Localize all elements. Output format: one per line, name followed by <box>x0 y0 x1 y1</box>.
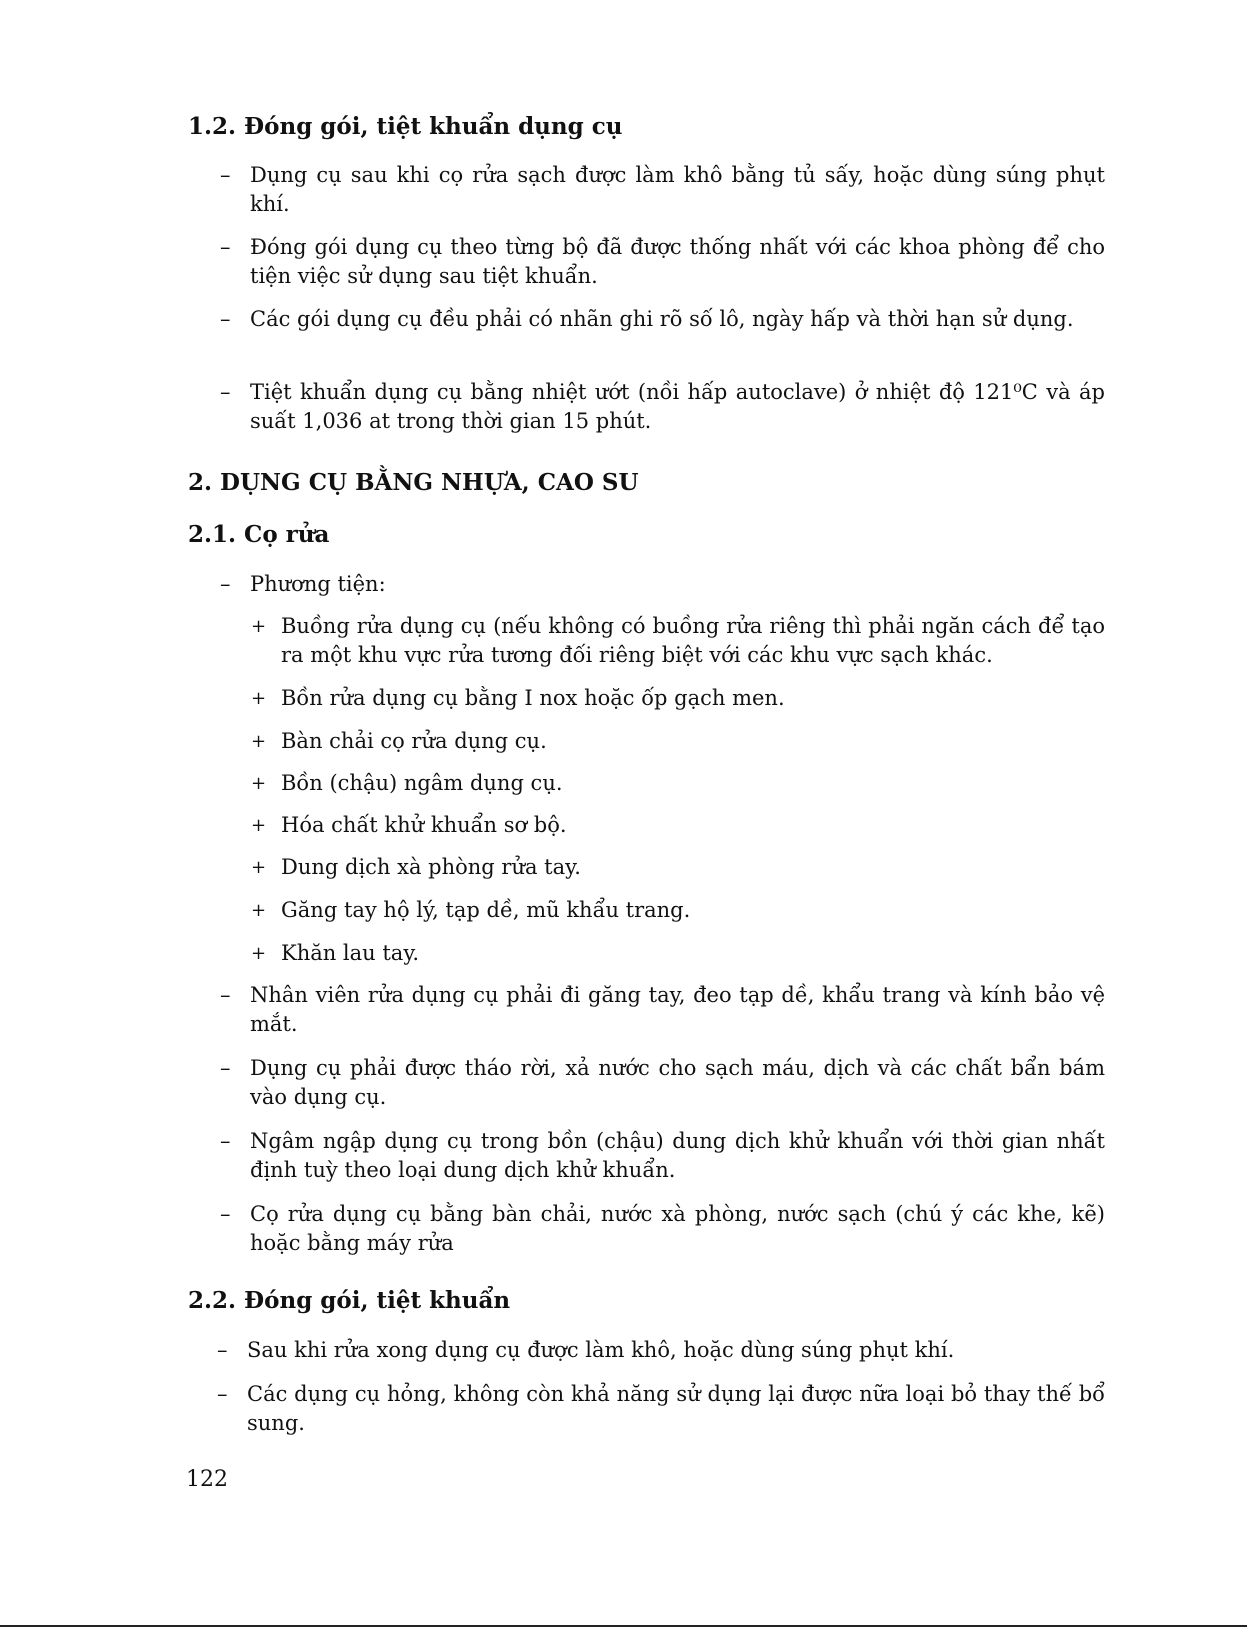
list-item-text: Đóng gói dụng cụ theo từng bộ đã được thống nhất với các khoa phòng để cho tiện việc sử dụng sau tiệt khuẩn. <box>250 235 1105 288</box>
sub-list-item-text: Bồn (chậu) ngâm dụng cụ. <box>281 771 563 795</box>
sub-list-item-text: Buồng rửa dụng cụ (nếu không có buồng rửa riêng thì phải ngăn cách để tạo ra một khu vực rửa tương đối riêng biệt với các khu vực sạch khác. <box>281 614 1105 667</box>
sub-list-item <box>251 811 1105 840</box>
sub-list-item-text: Hóa chất khử khuẩn sơ bộ. <box>281 813 567 837</box>
section-heading-2: 2. DỤNG CỤ BẰNG NHỰA, CAO SU <box>188 469 639 496</box>
sub-list-item <box>251 853 1105 882</box>
list-item <box>220 233 1105 291</box>
dash-marker: – <box>220 1056 231 1080</box>
sub-list-item <box>251 769 1105 798</box>
sub-list-item-text: Khăn lau tay. <box>281 941 420 965</box>
section-heading-2-2: 2.2. Đóng gói, tiệt khuẩn <box>188 1287 511 1314</box>
dash-marker: – <box>220 983 231 1007</box>
list-item-text: Sau khi rửa xong dụng cụ được làm khô, hoặc dùng súng phụt khí. <box>247 1338 955 1362</box>
dash-marker: – <box>220 572 231 596</box>
list-item <box>217 1336 1105 1365</box>
list-item-text: Dụng cụ sau khi cọ rửa sạch được làm khô bằng tủ sấy, hoặc dùng súng phụt khí. <box>250 163 1105 216</box>
list-item-text: Phương tiện: <box>250 572 386 596</box>
sub-list-item <box>251 684 1105 713</box>
dash-marker: – <box>220 235 231 259</box>
dash-marker: – <box>220 1129 231 1153</box>
list-item <box>217 1380 1105 1438</box>
sub-list-item <box>251 896 1105 925</box>
section-heading-1-2: 1.2. Đóng gói, tiệt khuẩn dụng cụ <box>188 113 623 140</box>
sub-list-item-text: Găng tay hộ lý, tạp dề, mũ khẩu trang. <box>281 898 691 922</box>
list-item <box>220 1200 1105 1258</box>
list-item <box>220 378 1105 436</box>
list-item-text: Dụng cụ phải được tháo rời, xả nước cho sạch máu, dịch và các chất bẩn bám vào dụng cụ. <box>250 1056 1105 1109</box>
list-item-text: Các gói dụng cụ đều phải có nhãn ghi rõ số lô, ngày hấp và thời hạn sử dụng. <box>250 307 1074 331</box>
page-number: 122 <box>186 1467 228 1492</box>
plus-marker: + <box>251 815 267 836</box>
dash-marker: – <box>220 380 231 404</box>
dash-marker: – <box>217 1338 228 1362</box>
sub-list-item-text: Dung dịch xà phòng rửa tay. <box>281 855 581 879</box>
list-item-text: Nhân viên rửa dụng cụ phải đi găng tay, đeo tạp dề, khẩu trang và kính bảo vệ mắt. <box>250 983 1105 1036</box>
dash-marker: – <box>220 307 231 331</box>
plus-marker: + <box>251 857 267 878</box>
sub-list-item <box>251 612 1105 670</box>
list-item-text: Các dụng cụ hỏng, không còn khả năng sử dụng lại được nữa loại bỏ thay thế bổ sung. <box>247 1382 1105 1435</box>
plus-marker: + <box>251 900 267 921</box>
list-item-text: Ngâm ngập dụng cụ trong bồn (chậu) dung dịch khử khuẩn với thời gian nhất định tuỳ theo loại dung dịch khử khuẩn. <box>250 1129 1105 1182</box>
sub-list-item <box>251 727 1105 756</box>
list-item-text: Cọ rửa dụng cụ bằng bàn chải, nước xà phòng, nước sạch (chú ý các khe, kẽ) hoặc bằng máy rửa <box>250 1202 1105 1255</box>
sub-list-item <box>251 939 1105 968</box>
plus-marker: + <box>251 688 267 709</box>
page-bottom-edge <box>0 1625 1247 1627</box>
list-item <box>220 570 1105 599</box>
list-item <box>220 1127 1105 1185</box>
dash-marker: – <box>220 163 231 187</box>
list-item <box>220 161 1105 219</box>
plus-marker: + <box>251 773 267 794</box>
list-item <box>220 981 1105 1039</box>
list-item <box>220 305 1105 334</box>
list-item-text: Tiệt khuẩn dụng cụ bằng nhiệt ướt (nồi hấp autoclave) ở nhiệt độ 121⁰C và áp suất 1,036 at trong thời gian 15 phút. <box>250 380 1105 433</box>
plus-marker: + <box>251 616 267 637</box>
list-item <box>220 1054 1105 1112</box>
plus-marker: + <box>251 943 267 964</box>
sub-list-item-text: Bàn chải cọ rửa dụng cụ. <box>281 729 547 753</box>
dash-marker: – <box>220 1202 231 1226</box>
section-heading-2-1: 2.1. Cọ rửa <box>188 521 330 548</box>
dash-marker: – <box>217 1382 228 1406</box>
plus-marker: + <box>251 731 267 752</box>
sub-list-item-text: Bồn rửa dụng cụ bằng I nox hoặc ốp gạch men. <box>281 686 785 710</box>
